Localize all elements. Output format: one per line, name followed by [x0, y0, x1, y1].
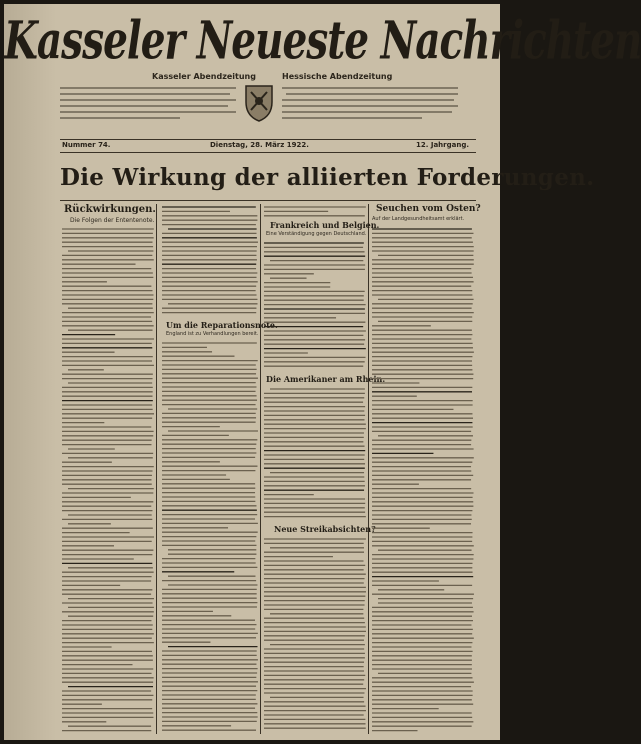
- volume-number: 12. Jahrgang.: [416, 141, 469, 149]
- column-4-subheading: Auf der Landgesundheitsamt erklärt.: [372, 216, 465, 222]
- column-divider-3: [368, 204, 369, 734]
- column-3-text-top: [264, 204, 366, 218]
- column-3-text-top-lines: [264, 204, 366, 218]
- column-4-text-lines: [372, 226, 474, 732]
- column-2-text: [162, 340, 258, 732]
- page-shadow: [4, 4, 56, 740]
- coat-of-arms-icon: [242, 82, 276, 122]
- masthead-notice-left: [60, 84, 236, 124]
- column-3-heading-3: Neue Streikabsichten?: [274, 524, 376, 534]
- column-3-text-c: [264, 536, 366, 732]
- column-2-text-lines: [162, 340, 258, 732]
- subtitle-left: Kasseler Abendzeitung: [152, 72, 256, 81]
- column-1-text-lines: [62, 226, 154, 732]
- column-4-text: [372, 226, 474, 732]
- issue-number: Nummer 74.: [62, 141, 111, 149]
- issue-info-bar: [60, 139, 476, 153]
- column-3-subheading: Eine Verständigung gegen Deutschland.: [266, 231, 367, 237]
- column-3-text-b: [264, 386, 366, 518]
- newspaper-page: [4, 4, 641, 740]
- column-1-subheading: Die Folgen der Ententenote.: [70, 217, 155, 224]
- column-2-subheading: England ist zu Verhandlungen bereit.: [166, 331, 259, 337]
- main-headline: Die Wirkung der alliierten Forderungen.: [60, 164, 595, 191]
- column-2-text-top: [162, 204, 258, 316]
- masthead: [4, 10, 641, 102]
- subtitle-right: Hessische Abendzeitung: [282, 72, 393, 81]
- headline-rule: [60, 200, 476, 201]
- column-3-text-c-lines: [264, 536, 366, 732]
- column-1-heading: Rückwirkungen.: [64, 204, 156, 215]
- column-3-text-b-lines: [264, 386, 366, 518]
- column-3-text-a: [264, 240, 366, 370]
- newspaper-title: Kasseler Neueste Nachrichten: [4, 10, 641, 73]
- column-2-heading: Um die Reparationsnote.: [166, 320, 278, 330]
- column-divider-1: [156, 204, 157, 734]
- column-1-text: [62, 226, 154, 732]
- masthead-notice-right: [282, 84, 458, 124]
- column-3-heading-2: Die Amerikaner am Rhein.: [266, 374, 386, 384]
- column-3-text-a-lines: [264, 240, 366, 370]
- column-2-text-top-lines: [162, 204, 258, 316]
- column-4-heading: Seuchen vom Osten?: [376, 204, 481, 214]
- column-3-heading: Frankreich und Belgien.: [270, 220, 380, 230]
- column-divider-2: [260, 204, 261, 734]
- issue-date: Dienstag, 28. März 1922.: [210, 141, 309, 149]
